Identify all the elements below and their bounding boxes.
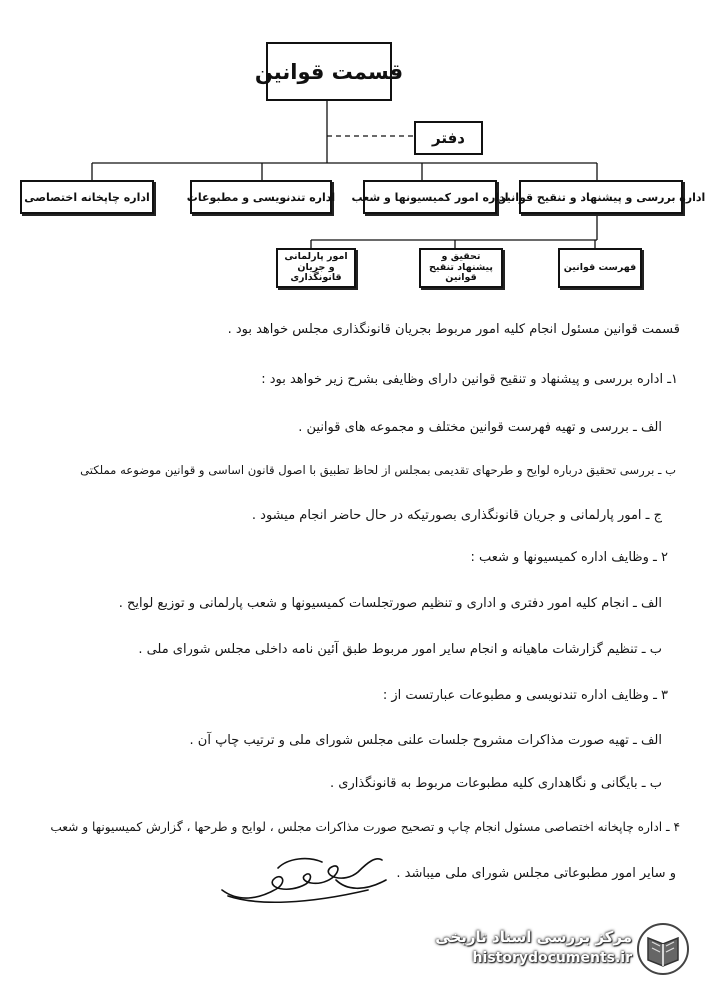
section-3-heading: ۳ ـ وظایف اداره تندنویسی و مطبوعات عبارتست از : — [382, 688, 668, 703]
section-3-item-b: ب ـ بایگانی و نگاهداری کلیه مطبوعات مربوط به قانونگذاری . — [330, 776, 662, 791]
department-box-commissions — [351, 180, 509, 214]
subunit-box-laws-index — [558, 248, 642, 288]
section-3-item-a: الف ـ تهیه صورت مذاکرات مشروح جلسات علنی مجلس شورای ملی و ترتیب چاپ آن . — [189, 733, 662, 748]
subunit-label: تحقیق و پیشنهاد تنقیح قوانین — [428, 250, 494, 284]
book-logo-icon — [636, 922, 690, 976]
office-label: دفتر — [432, 129, 465, 147]
department-label: اداره تندنویسی و مطبوعات — [186, 190, 336, 204]
section-1-item-a: الف ـ بررسی و تهیه فهرست قوانین مختلف و مجموعه های قوانین . — [298, 420, 662, 435]
section-2-item-b: ب ـ تنظیم گزارشات ماهیانه و انجام سایر امور مربوط طبق آئین نامه داخلی مجلس شورای ملی . — [138, 642, 662, 657]
section-2-heading: ۲ ـ وظایف اداره کمیسیونها و شعب : — [470, 550, 668, 565]
subunit-label: امور پارلمانی و جریان قانونگذاری — [284, 250, 348, 284]
handwritten-signature — [218, 850, 393, 910]
section-1-item-c: ج ـ امور پارلمانی و جریان قانونگذاری بصورتیکه در حال حاضر انجام میشود . — [251, 508, 662, 523]
section-title-box — [254, 42, 404, 101]
subunit-box-research — [419, 248, 503, 288]
section-2-item-a: الف ـ انجام کلیه امور دفتری و اداری و تنظیم صورتجلسات کمیسیونها و شعب پارلمانی و توزیع لوایح . — [118, 596, 662, 611]
section-1-item-b: ب ـ بررسی تحقیق درباره لوایح و طرحهای تقدیمی بمجلس از لحاظ تطبیق با اصول قانون اساسی و قوانین موضوعه مملکتی — [80, 463, 676, 477]
archive-watermark — [420, 918, 698, 980]
department-label: اداره بررسی و پیشنهاد و تنقیح قوانین — [496, 190, 705, 204]
watermark-title: مرکز بررسی اسناد تاریخی — [435, 928, 632, 946]
department-box-stenography — [186, 180, 336, 214]
section-1-heading: ۱ـ اداره بررسی و پیشنهاد و تنقیح قوانین دارای وظایفی بشرح زیر خواهد بود : — [261, 372, 678, 387]
section-title: قسمت قوانین — [254, 59, 404, 84]
department-box-review — [496, 180, 705, 214]
office-box — [414, 121, 483, 155]
department-box-printing — [20, 180, 154, 214]
subunit-box-parliamentary — [276, 248, 356, 288]
department-label: اداره امور کمیسیونها و شعب — [351, 190, 509, 204]
intro-paragraph: قسمت قوانین مسئول انجام کلیه امور مربوط بجریان قانونگذاری مجلس خواهد بود . — [227, 322, 680, 337]
section-4-line-2: و سایر امور مطبوعاتی مجلس شورای ملی میباشد . — [396, 866, 676, 881]
section-4-line-1: ۴ ـ اداره چاپخانه اختصاصی مسئول انجام چاپ و تصحیح صورت مذاکرات مجلس ، لوایح و طرحها ، گزارش کمیسیونها و شعب — [50, 820, 680, 834]
subunit-label: فهرست قوانین — [563, 261, 637, 273]
department-label: اداره چاپخانه اختصاصی — [24, 190, 150, 204]
watermark-url: historydocuments.ir — [472, 950, 632, 966]
